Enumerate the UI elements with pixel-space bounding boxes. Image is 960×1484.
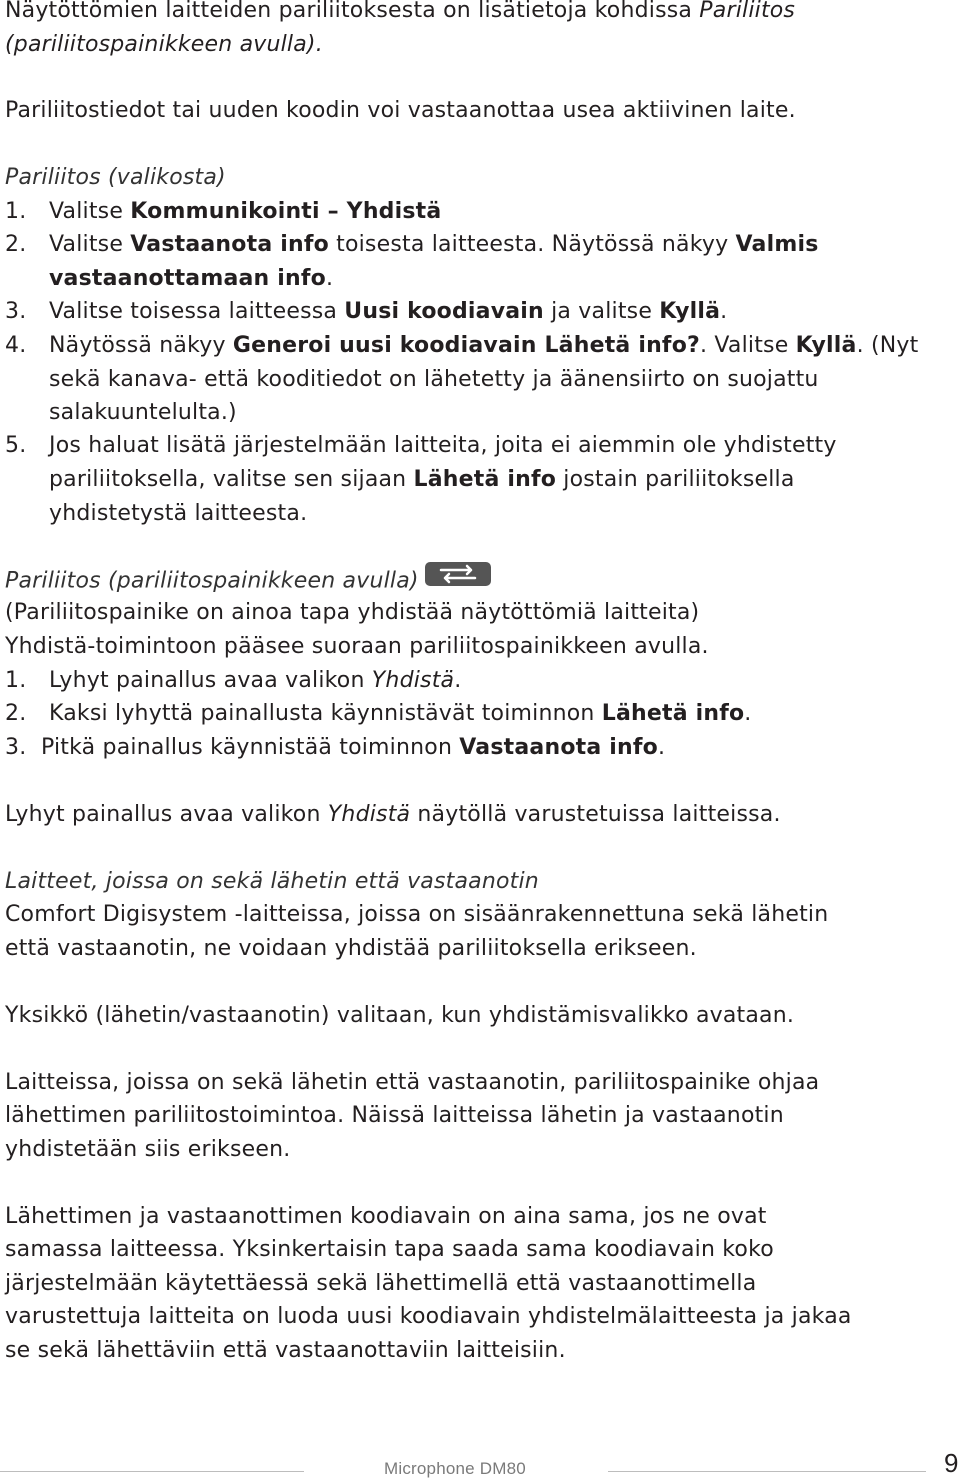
step-bold: Uusi koodiavain [344,299,544,324]
step-number: 3. [5,735,27,760]
step-text: . [325,266,334,291]
step-text: . (Nyt [856,333,919,358]
step-text: Valitse [49,232,131,257]
button-section-line-1: (Pariliitospainike on ainoa tapa yhdistää näytöttömiä laitteita) [5,600,700,625]
paragraph-text: Lyhyt painallus avaa valikon [5,802,328,827]
button-step-3 [5,733,665,763]
devices-p4-line-2: samassa laitteessa. Yksinkertaisin tapa saada sama koodiavain koko [5,1237,774,1262]
step-text: . [720,299,728,324]
footer-rule-left [0,1471,304,1472]
step-bold: Vastaanota info [459,735,658,760]
menu-step-5 [5,431,837,461]
step-text: ja valitse [543,299,660,324]
intro-paragraph-2: Pariliitostiedot tai uuden koodin voi vastaanottaa usea aktiivinen laite. [5,98,796,123]
menu-step-2 [5,230,819,260]
menu-section-heading: Pariliitos (valikosta) [5,165,226,190]
devices-p4-line-5: se sekä lähettäviin että vastaanottaviin laitteisiin. [5,1338,566,1363]
step-text: Valitse [49,199,131,224]
step-bold: Kyllä [795,333,857,358]
intro-text: Näytöttömien laitteiden pariliitoksesta on lisätietoja kohdissa [5,0,700,23]
step-text: Lyhyt painallus avaa valikon [49,668,372,693]
devices-p3-line-1: Laitteissa, joissa on sekä lähetin että vastaanotin, pariliitospainike ohjaa [5,1070,820,1095]
devices-p4-line-4: varustettuja laitteita on luoda uusi koodiavain yhdistelmälaitteesta ja jakaa [5,1304,852,1329]
page-number: 9 [944,1448,959,1478]
devices-p3-line-3: yhdistetään siis erikseen. [5,1137,291,1162]
devices-p4-line-1: Lähettimen ja vastaanottimen koodiavain on aina sama, jos ne ovat [5,1204,767,1229]
devices-p1-line-1: Comfort Digisystem -laitteissa, joissa on sisäänrakennettuna sekä lähetin [5,902,829,927]
step-number: 1. [5,668,27,693]
button-section-heading: Pariliitos (pariliitospainikkeen avulla) [5,568,419,594]
button-section-heading-row [5,565,491,598]
step-number: 3. [5,299,27,324]
pairing-button-icon [425,562,491,595]
step-italic: Yhdistä [371,668,455,693]
step-text: Pitkä painallus käynnistää toiminnon [41,735,460,760]
step-text: Valitse toisessa laitteessa [49,299,345,324]
step-number: 4. [5,333,27,358]
step-text: Kaksi lyhyttä painallusta käynnistävät toiminnon [49,701,602,726]
menu-step-1 [5,197,441,227]
paragraph-italic: Yhdistä [327,802,411,827]
step-text: . [454,668,462,693]
menu-step-3 [5,297,727,327]
menu-step-5-cont-2: yhdistetystä laitteesta. [49,501,308,526]
devices-p4-line-3: järjestelmään käytettäessä sekä lähettimellä että vastaanottimella [5,1271,757,1296]
menu-step-2-cont [49,264,333,294]
intro-line-2: (pariliitospainikkeen avulla). [5,32,323,57]
devices-p2: Yksikkö (lähetin/vastaanotin) valitaan, kun yhdistämisvalikko avataan. [5,1003,795,1028]
paragraph-text: näytöllä varustetuissa laitteissa. [410,802,781,827]
menu-step-4 [5,331,918,361]
step-text: . [657,735,666,760]
step-bold: Generoi uusi koodiavain Lähetä info? [232,333,700,358]
step-bold: vastaanottamaan info [49,266,326,291]
step-bold: Kyllä [659,299,721,324]
intro-ref: Pariliitos [699,0,796,23]
menu-step-4-cont-2: salakuuntelulta.) [49,400,237,425]
footer-product-name: Microphone DM80 [384,1459,526,1478]
step-text: pariliitoksella, valitse sen sijaan [49,467,414,492]
step-number: 1. [5,199,27,224]
menu-step-4-cont-1: sekä kanava- että kooditiedot on lähetetty ja äänensiirto on suojattu [49,367,819,392]
step-text: Jos haluat lisätä järjestelmään laitteita, joita ei aiemmin ole yhdistetty [49,433,837,458]
menu-step-5-cont-1 [49,465,795,495]
button-step-2 [5,699,752,729]
button-step-1 [5,666,461,696]
step-text: toisesta laitteesta. Näytössä näkyy [328,232,736,257]
devices-p3-line-2: lähettimen pariliitostoimintoa. Näissä laitteissa lähetin ja vastaanotin [5,1103,784,1128]
step-text: . [744,701,752,726]
step-bold: Lähetä info [601,701,745,726]
step-number: 2. [5,232,27,257]
step-bold: Vastaanota info [130,232,329,257]
step-bold: Lähetä info [413,467,557,492]
devices-p1-line-2: että vastaanotin, ne voidaan yhdistää pariliitoksella erikseen. [5,936,697,961]
step-bold: Kommunikointi – Yhdistä [130,199,442,224]
step-text: . Valitse [699,333,796,358]
button-section-paragraph [5,800,781,830]
devices-section-heading: Laitteet, joissa on sekä lähetin että vastaanotin [5,869,539,894]
step-text: jostain pariliitoksella [556,467,795,492]
step-number: 5. [5,433,27,458]
step-number: 2. [5,701,27,726]
button-section-line-2: Yhdistä-toimintoon pääsee suoraan pariliitospainikkeen avulla. [5,634,709,659]
step-bold: Valmis [735,232,819,257]
step-text: Näytössä näkyy [49,333,233,358]
intro-line-1 [5,0,795,26]
footer-rule-right [608,1471,926,1472]
